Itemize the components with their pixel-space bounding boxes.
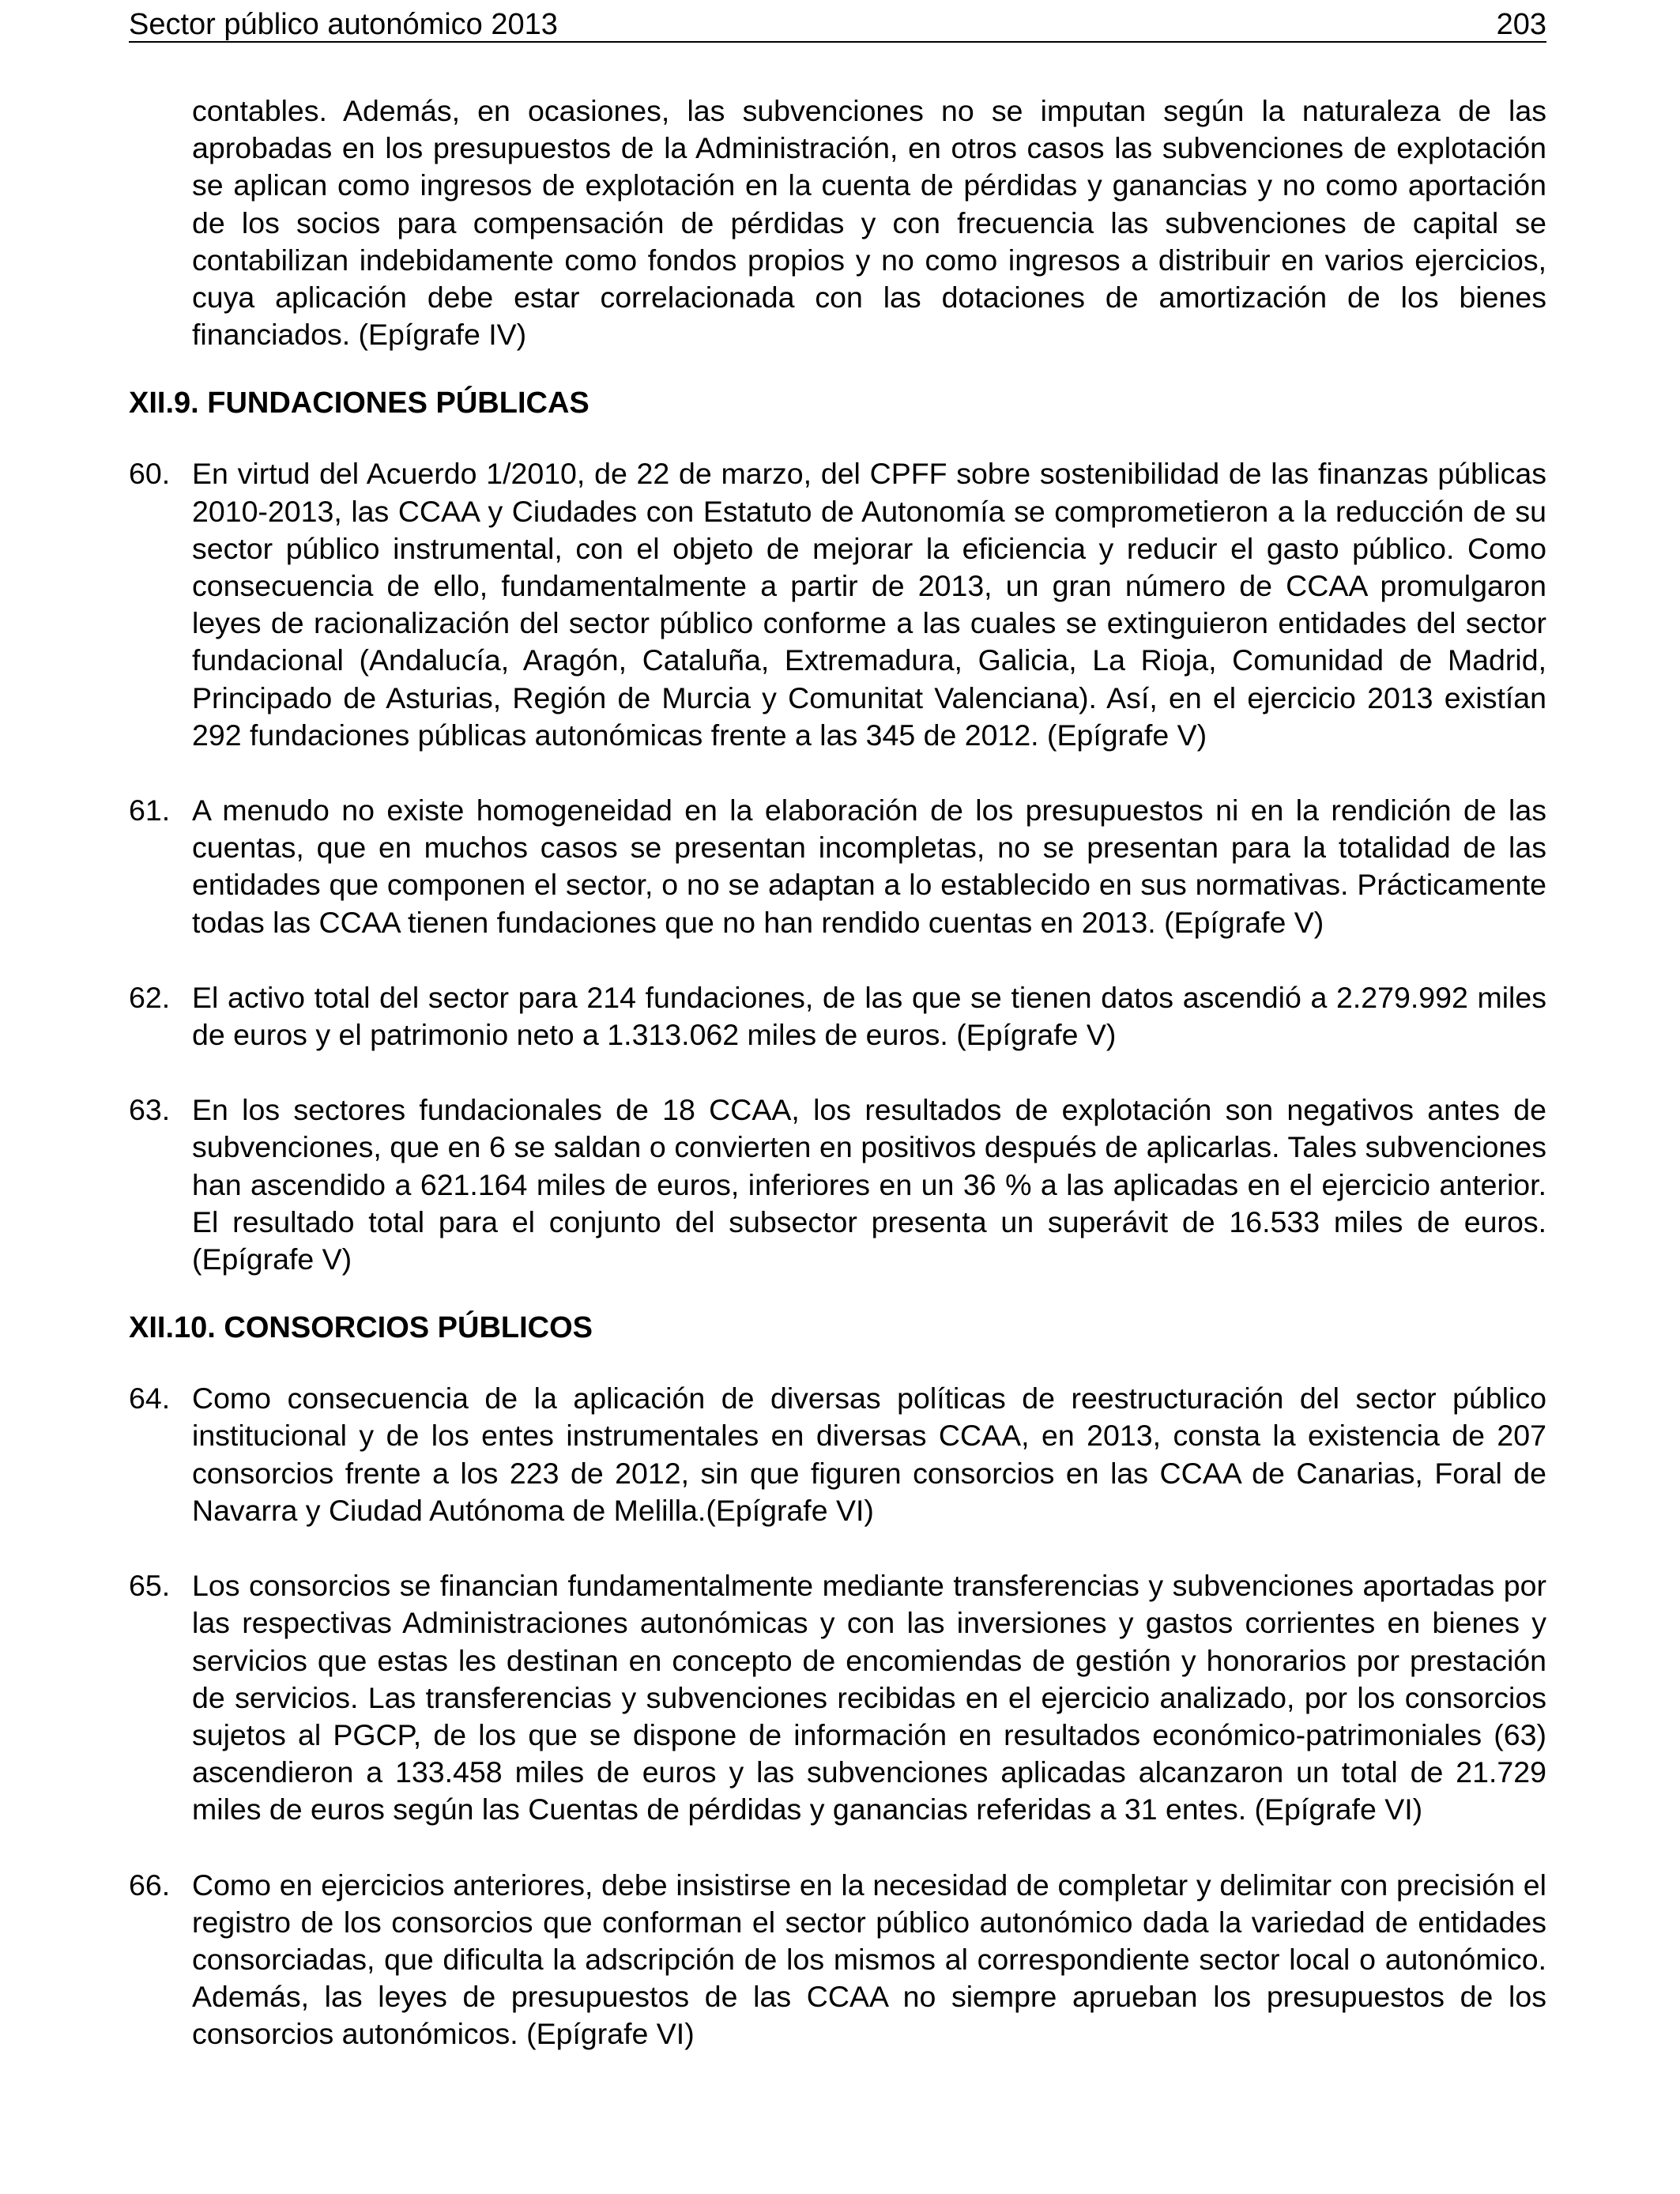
list-item (129, 1091, 1546, 1278)
item-number: 63. (129, 1093, 171, 1127)
document-body (129, 92, 1546, 2053)
item-text: Como en ejercicios anteriores, debe insistirse en la necesidad de completar y delimitar con precisión el registro de los consorcios que conforman el sector público autonómico dada la variedad de entidades consorciadas, que dificulta la adscripción de los mismos al correspondiente sector local o autonómico. Además, las leyes de presupuestos de las CCAA no siempre aprueban los presupuestos de los consorcios autonómicos. (Epígrafe VI) (192, 1868, 1546, 2051)
item-number: 66. (129, 1868, 171, 1902)
page-header (129, 8, 1546, 43)
section-heading: XII.9. FUNDACIONES PÚBLICAS (129, 386, 590, 420)
header-title: Sector público autonómico 2013 (129, 8, 558, 41)
item-text: En los sectores fundacionales de 18 CCAA, los resultados de explotación son negativos antes de subvenciones, que en 6 se saldan o convierten en positivos después de aplicarlas. Tales subvenciones han ascendido a 621.164 miles de euros, inferiores en un 36 % a las aplicadas en el ejercicio anterior. El resultado total para el conjunto del subsector presenta un superávit de 16.533 miles de euros. (Epígrafe V) (192, 1093, 1546, 1276)
item-number: 60. (129, 457, 171, 491)
list-item (129, 1380, 1546, 1529)
item-text: Los consorcios se financian fundamentalmente mediante transferencias y subvenciones aportadas por las respectivas Administraciones autonómicas y con las inversiones y gastos corrientes en bienes y servicios que estas les destinan en concepto de encomiendas de gestión y honorarios por prestación de servicios. Las transferencias y subvenciones recibidas en el ejercicio analizado, por los consorcios sujetos al PGCP, de los que se dispone de información en resultados económico-patrimoniales (63) ascendieron a 133.458 miles de euros y las subvenciones aplicadas alcanzaron un total de 21.729 miles de euros según las Cuentas de pérdidas y ganancias referidas a 31 entes. (Epígrafe VI) (192, 1569, 1546, 1826)
item-number: 62. (129, 980, 171, 1014)
item-number: 65. (129, 1569, 171, 1603)
item-text: En virtud del Acuerdo 1/2010, de 22 de marzo, del CPFF sobre sostenibilidad de las finanzas públicas 2010-2013, las CCAA y Ciudades con Estatuto de Autonomía se comprometieron a la reducción de su sector público instrumental, con el objeto de mejorar la eficiencia y reducir el gasto público. Como consecuencia de ello, fundamentalmente a partir de 2013, un gran número de CCAA promulgaron leyes de racionalización del sector público conforme a las cuales se extinguieron entidades del sector fundacional (Andalucía, Aragón, Cataluña, Extremadura, Galicia, La Rioja, Comunidad de Madrid, Principado de Asturias, Región de Murcia y Comunitat Valenciana). Así, en el ejercicio 2013 existían 292 fundaciones públicas autonómicas frente a las 345 de 2012. (Epígrafe V) (192, 457, 1546, 752)
item-text: A menudo no existe homogeneidad en la elaboración de los presupuestos ni en la rendición de las cuentas, que en muchos casos se presentan incompletas, no se presentan para la totalidad de las entidades que componen el sector, o no se adaptan a lo establecido en sus normativas. Prácticamente todas las CCAA tienen fundaciones que no han rendido cuentas en 2013. (Epígrafe V) (192, 794, 1546, 939)
list-item (129, 1867, 1546, 2053)
item-number: 64. (129, 1382, 171, 1416)
page-number: 203 (1496, 8, 1546, 41)
intro-paragraph: contables. Además, en ocasiones, las subvenciones no se imputan según la naturaleza de las aprobadas en los presupuestos de la Administración, en otros casos las subvenciones de explotación se aplican como ingresos de explotación en la cuenta de pérdidas y ganancias y no como aportación de los socios para compensación de pérdidas y con frecuencia las subvenciones de capital se contabilizan indebidamente como fondos propios y no como ingresos a distribuir en varios ejercicios, cuya aplicación debe estar correlacionada con las dotaciones de amortización de los bienes financiados. (Epígrafe IV) (192, 94, 1546, 352)
list-item (129, 455, 1546, 754)
list-item (129, 1567, 1546, 1828)
section-heading: XII.10. CONSORCIOS PÚBLICOS (129, 1311, 593, 1345)
item-number: 61. (129, 794, 171, 827)
item-text: Como consecuencia de la aplicación de diversas políticas de reestructuración del sector público institucional y de los entes instrumentales en diversas CCAA, en 2013, consta la existencia de 207 consorcios frente a los 223 de 2012, sin que figuren consorcios en las CCAA de Canarias, Foral de Navarra y Ciudad Autónoma de Melilla.(Epígrafe VI) (192, 1382, 1546, 1527)
item-text: El activo total del sector para 214 fundaciones, de las que se tienen datos ascendió a 2.279.992 miles de euros y el patrimonio neto a 1.313.062 miles de euros. (Epígrafe V) (192, 980, 1546, 1052)
list-item (129, 792, 1546, 941)
list-item (129, 979, 1546, 1054)
